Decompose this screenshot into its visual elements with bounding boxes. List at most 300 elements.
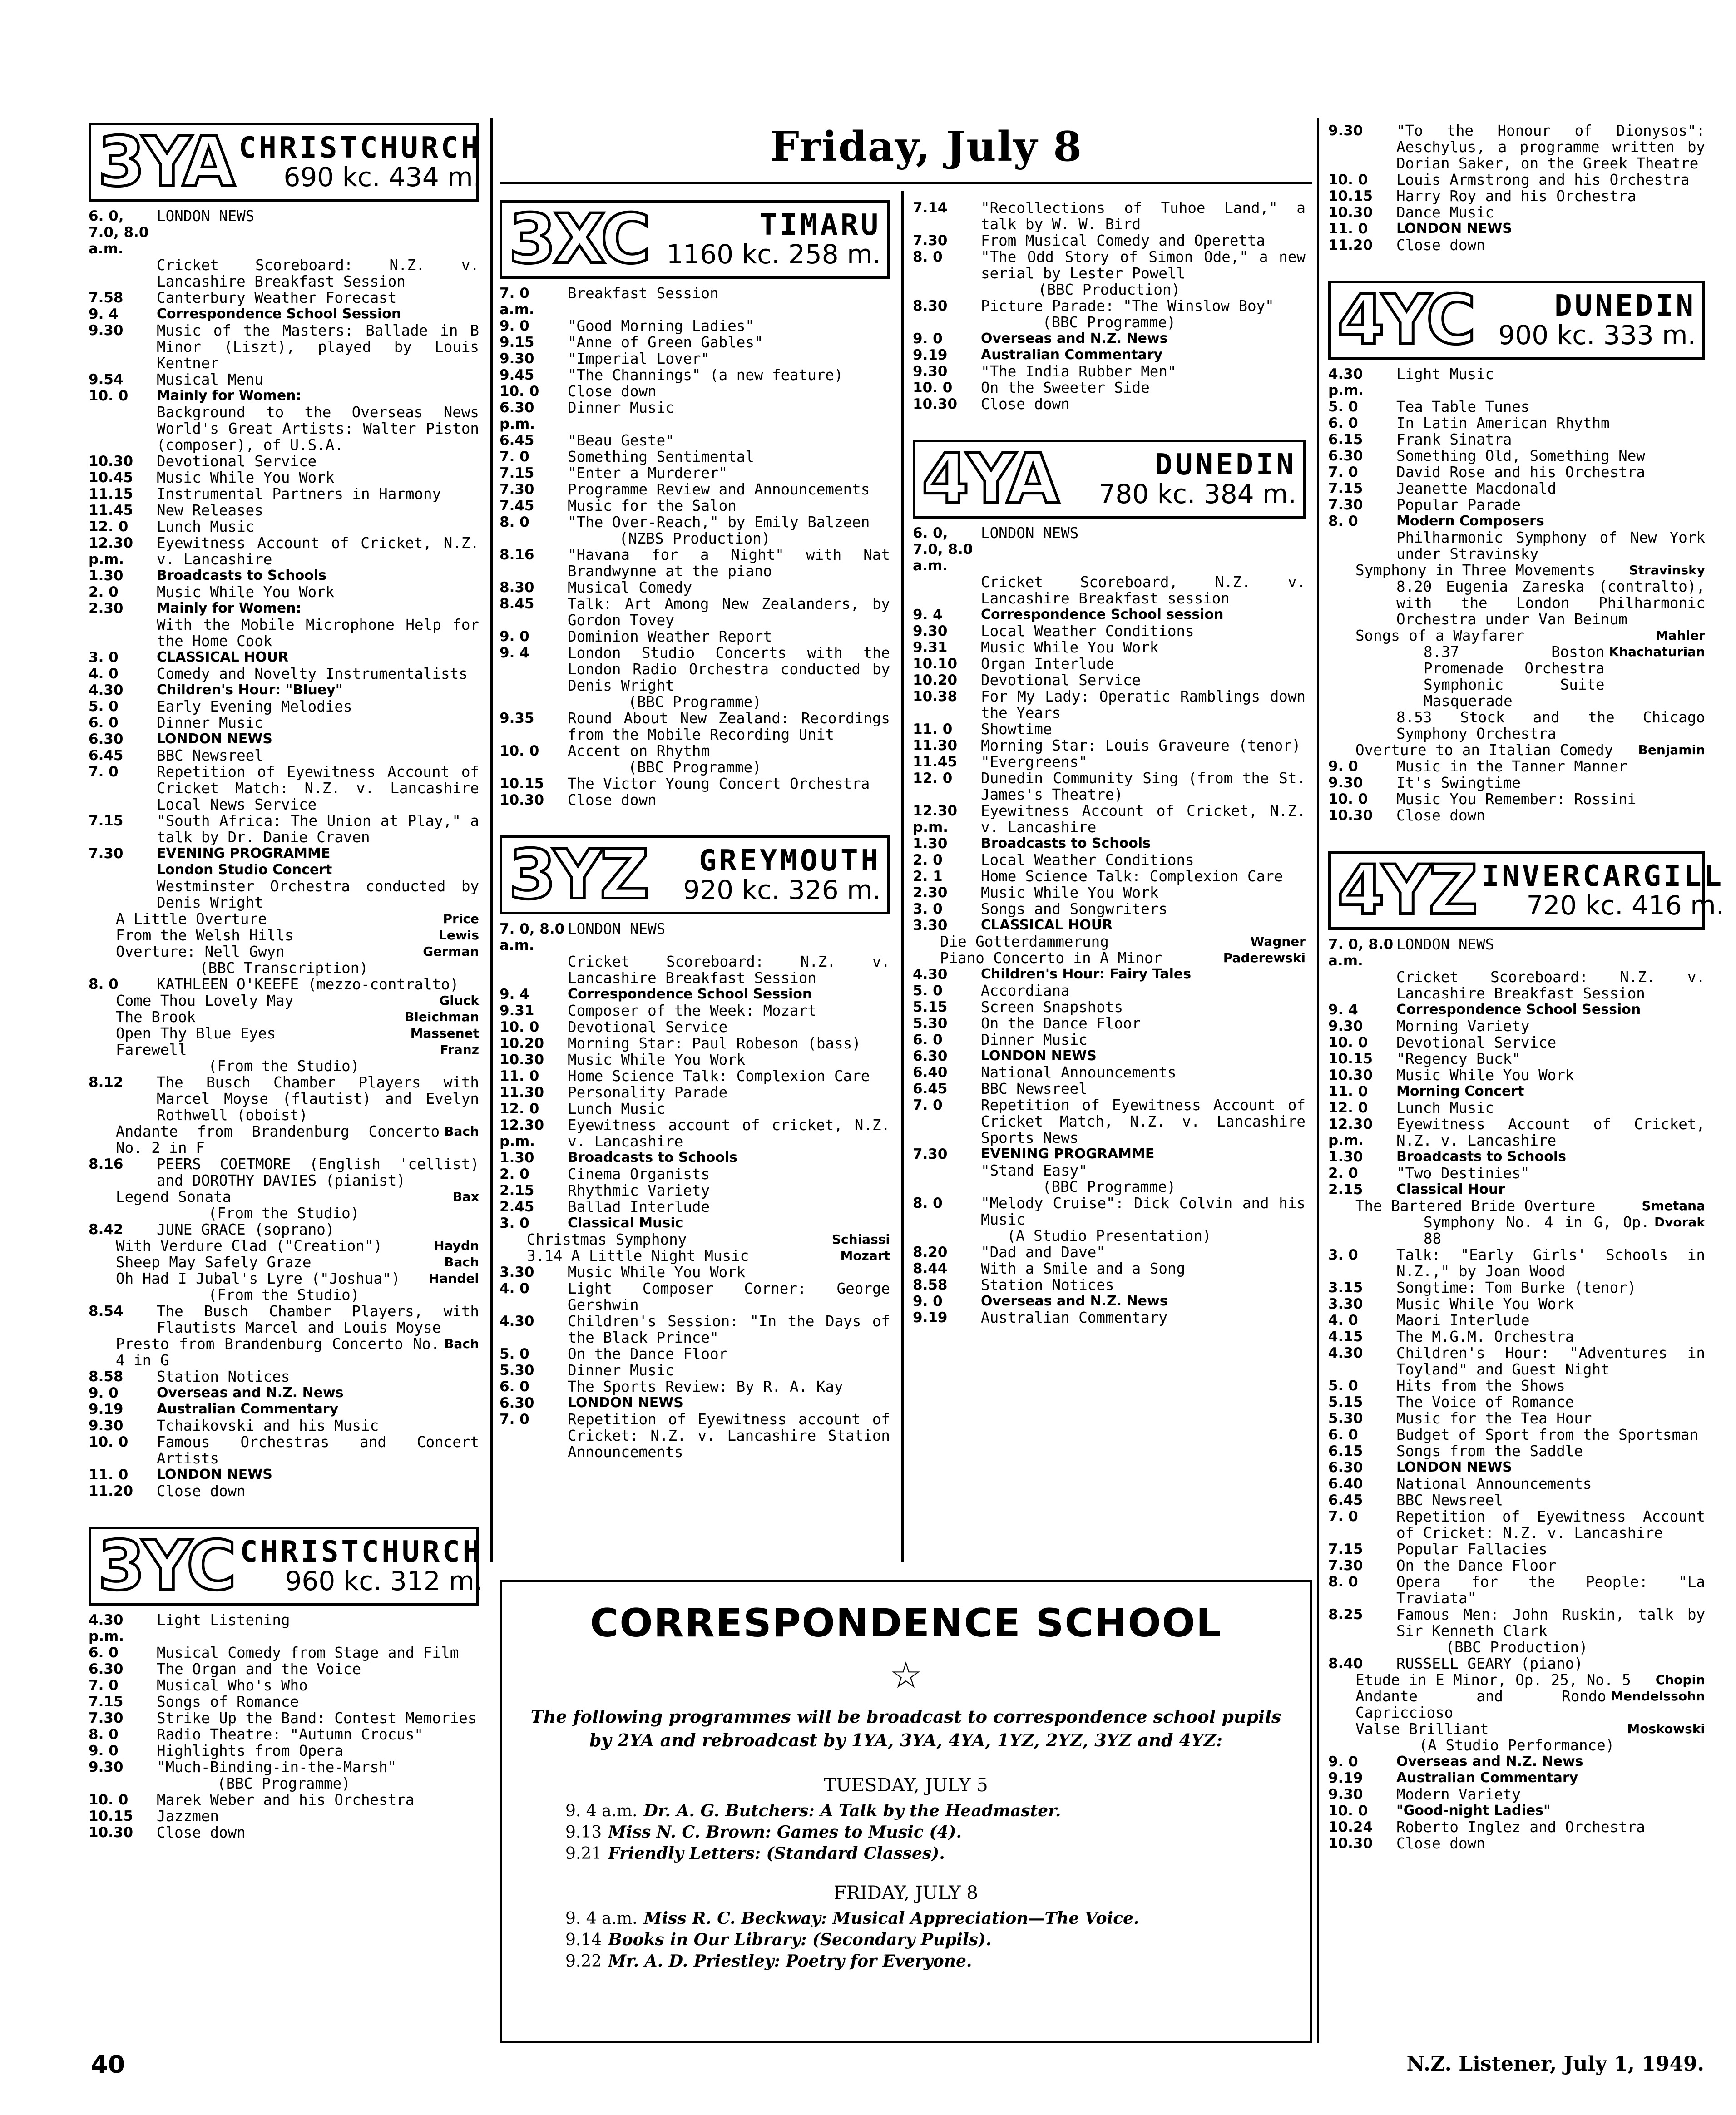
programme-time: 9.30 bbox=[1328, 123, 1363, 139]
programme-title: Valse Brilliant bbox=[1355, 1720, 1489, 1738]
programme-title: Dominion Weather Report bbox=[568, 628, 772, 645]
programme-title: Marek Weber and his Orchestra bbox=[157, 1791, 415, 1809]
programme-item bbox=[89, 813, 479, 845]
programme-title: Broadcasts to Schools bbox=[157, 568, 327, 583]
programme-time: 4.30 bbox=[500, 1313, 534, 1329]
programme-item bbox=[89, 1123, 479, 1156]
programme-title: Legend Sonata bbox=[116, 1188, 232, 1206]
programme-title: Philharmonic Symphony of New York under Stravinsky bbox=[1396, 529, 1705, 563]
programme-item bbox=[1328, 237, 1705, 253]
programme-title: Presto from Brandenburg Concerto No. 4 in G bbox=[116, 1335, 440, 1369]
programme-time: 10. 0 bbox=[89, 1792, 129, 1808]
programme-time: 10.30 bbox=[89, 453, 134, 469]
programme-time bbox=[89, 878, 157, 911]
programme-title: National Announcements bbox=[1396, 1475, 1592, 1492]
programme-item bbox=[500, 792, 890, 808]
programme-time: 7. 0, 8.0 a.m. bbox=[500, 921, 565, 954]
programme-title: Music While You Work bbox=[568, 1264, 746, 1281]
programme-time: 4. 0 bbox=[1328, 1312, 1358, 1329]
programme-title: Broadcasts to Schools bbox=[1396, 1149, 1567, 1165]
programme-item bbox=[500, 1182, 890, 1199]
programme-item bbox=[500, 1117, 890, 1150]
programme-time: 7.30 bbox=[1328, 1557, 1363, 1574]
programme-item bbox=[913, 1015, 1306, 1032]
programme-title: LONDON NEWS bbox=[981, 1048, 1097, 1064]
programme-title: (A Studio Presentation) bbox=[1007, 1227, 1212, 1245]
programme-time: 2.15 bbox=[500, 1182, 534, 1199]
programme-item bbox=[500, 334, 890, 351]
programme-item bbox=[89, 1694, 479, 1710]
programme-title: Open Thy Blue Eyes bbox=[116, 1025, 276, 1042]
programme-title: Dance Music bbox=[1396, 204, 1494, 221]
programme-item bbox=[1328, 1198, 1705, 1214]
programme-item bbox=[913, 1195, 1306, 1228]
programme-title: Songs of Romance bbox=[157, 1693, 299, 1710]
programme-title: On the Dance Floor bbox=[981, 1015, 1141, 1032]
programme-time: 10.30 bbox=[500, 792, 544, 808]
programme-time: 6.15 bbox=[1328, 1443, 1363, 1459]
programme-title: The Voice of Romance bbox=[1396, 1394, 1574, 1411]
programme-title: Correspondence School Session bbox=[157, 306, 401, 322]
programme-time: 5.15 bbox=[913, 999, 948, 1015]
programme-title: Classical Hour bbox=[1396, 1181, 1505, 1197]
programme-item bbox=[1328, 464, 1705, 480]
programme-item bbox=[1328, 1492, 1705, 1508]
programme-title: Organ Interlude bbox=[981, 655, 1114, 672]
column-3 bbox=[913, 200, 1306, 1353]
programme-item bbox=[1328, 123, 1705, 172]
programme-item bbox=[1328, 1508, 1705, 1541]
programme-title: RUSSELL GEARY (piano) bbox=[1396, 1655, 1583, 1672]
programme-time: 6.30 bbox=[89, 1661, 124, 1677]
box-title: CORRESPONDENCE SCHOOL bbox=[590, 1601, 1222, 1646]
programme-time: 11.20 bbox=[1328, 237, 1373, 253]
programme-time bbox=[1328, 969, 1396, 1002]
programme-item bbox=[500, 710, 890, 743]
programme-title: Overseas and N.Z. News bbox=[157, 1385, 344, 1401]
programme-time: 9.30 bbox=[913, 623, 948, 639]
station-frequency: 900 kc. 333 m. bbox=[1498, 320, 1696, 351]
programme-time: 7.15 bbox=[89, 1694, 124, 1710]
programme-title: Light Listening bbox=[157, 1611, 290, 1629]
programme-time: 2.30 bbox=[89, 600, 124, 617]
programme-time: 9.31 bbox=[913, 639, 948, 656]
programme-time: 12.30 p.m. bbox=[89, 535, 134, 568]
programme-time: 9. 4 bbox=[913, 607, 943, 623]
programme-title: Light Music bbox=[1396, 366, 1494, 383]
programme-item bbox=[500, 759, 890, 776]
programme-title: It's Swingtime bbox=[1396, 774, 1521, 791]
programme-time: 5. 0 bbox=[500, 1346, 529, 1362]
programme-title: Talk: Art Among New Zealanders, by Gordon Tovey bbox=[568, 595, 890, 629]
programme-time bbox=[1355, 644, 1424, 709]
programme-title: Strike Up the Band: Contest Memories bbox=[157, 1710, 477, 1727]
composer-name: Mahler bbox=[1655, 628, 1705, 643]
programme-item bbox=[89, 1221, 479, 1238]
programme-title: Musical Menu bbox=[157, 371, 263, 388]
programme-item bbox=[1328, 1165, 1705, 1181]
station-frequency: 690 kc. 434 m. bbox=[283, 162, 482, 193]
station-city: GREYMOUTH bbox=[699, 844, 881, 878]
programme-time: 9.19 bbox=[1328, 1770, 1363, 1786]
programme-time: 8.30 bbox=[500, 579, 534, 596]
programme-item bbox=[1328, 1410, 1705, 1427]
programme-time: 6. 0 bbox=[1328, 1427, 1358, 1443]
programme-title: Overture: Nell Gwyn bbox=[116, 943, 285, 960]
composer-name: Schiassi bbox=[831, 1232, 890, 1247]
programme-item bbox=[89, 1205, 479, 1221]
programme-time: 7.30 bbox=[1328, 497, 1363, 513]
programme-time: 10.15 bbox=[89, 1808, 134, 1824]
programme-item bbox=[500, 645, 890, 694]
programme-time: 11. 0 bbox=[913, 721, 953, 737]
programme-item bbox=[1328, 742, 1705, 758]
programme-item bbox=[500, 1035, 890, 1052]
programme-item bbox=[89, 469, 479, 486]
programme-item bbox=[89, 371, 479, 388]
station-4yz bbox=[1328, 851, 1725, 1852]
programme-time: 7. 0 bbox=[500, 449, 529, 465]
programme-time: 4.30 p.m. bbox=[1328, 366, 1364, 399]
programme-item bbox=[500, 481, 890, 498]
programme-title: Etude in E Minor, Op. 25, No. 5 bbox=[1355, 1671, 1631, 1689]
programme-time: 7.14 bbox=[913, 200, 948, 216]
programme-item bbox=[1328, 969, 1705, 1002]
programme-item bbox=[500, 383, 890, 400]
programme-item bbox=[500, 743, 890, 759]
programme-time: 5. 0 bbox=[1328, 1378, 1358, 1394]
programme-item bbox=[89, 519, 479, 535]
programme-title: EVENING PROGRAMME bbox=[157, 845, 331, 861]
programme-item bbox=[89, 927, 479, 944]
programme-item bbox=[913, 868, 1306, 885]
programme-time bbox=[89, 257, 157, 290]
programme-item bbox=[500, 1362, 890, 1379]
programme-title: 8.37 Boston Promenade Orchestra Symphonic Suite Masquerade bbox=[1424, 643, 1605, 710]
programme-item bbox=[500, 954, 890, 986]
programme-item bbox=[500, 1003, 890, 1019]
programme-time: 10.30 bbox=[89, 1824, 134, 1841]
programme-title: Repetition of Eyewitness Account of Cricket Match, N.Z. v. Lancashire Sports News bbox=[981, 1097, 1306, 1146]
programme-time: 5.30 bbox=[500, 1362, 534, 1379]
page-title: Friday, July 8 bbox=[770, 123, 1083, 171]
programme-item bbox=[500, 449, 890, 465]
programme-title: Westminster Orchestra conducted by Denis Wright bbox=[157, 878, 479, 911]
programme-time bbox=[913, 1162, 981, 1179]
programme-time: 9.15 bbox=[500, 334, 534, 351]
programme-time: 7.30 bbox=[913, 232, 948, 249]
programme-time: 1.30 bbox=[500, 1150, 534, 1166]
programme-item bbox=[1328, 188, 1705, 204]
programme-title: Devotional Service bbox=[157, 453, 317, 470]
programme-title: "Dad and Dave" bbox=[981, 1244, 1105, 1261]
programme-time: 8.42 bbox=[89, 1221, 124, 1238]
station-frequency: 780 kc. 384 m. bbox=[1098, 479, 1296, 509]
programme-item bbox=[89, 698, 479, 715]
programme-time: 5. 0 bbox=[913, 983, 943, 999]
programme-title: BBC Newsreel bbox=[157, 747, 263, 764]
programme-title: Music While You Work bbox=[568, 1051, 746, 1068]
programme-title: Morning Variety bbox=[1396, 1018, 1530, 1035]
programme-time: 3.30 bbox=[1328, 1296, 1363, 1312]
programme-title: Picture Parade: "The Winslow Boy" bbox=[981, 297, 1274, 315]
programme-title: Music You Remember: Rossini bbox=[1396, 791, 1637, 808]
station-call-sign: 4YC bbox=[1337, 281, 1474, 360]
programme-item bbox=[89, 1156, 479, 1189]
programme-item bbox=[500, 530, 890, 547]
programme-time: 2. 0 bbox=[913, 852, 943, 868]
programme-list bbox=[913, 525, 1306, 1326]
programme-time: 12. 0 bbox=[1328, 1100, 1368, 1116]
programme-time: 7.30 bbox=[913, 1146, 948, 1162]
station-3ya bbox=[89, 123, 482, 1500]
programme-item bbox=[89, 584, 479, 600]
programme-item bbox=[913, 966, 1306, 983]
programme-time: 7.30 bbox=[89, 845, 124, 862]
programme-title: Devotional Service bbox=[981, 672, 1141, 689]
programme-item bbox=[1328, 1819, 1705, 1835]
programme-title: "South Africa: The Union at Play," a talk by Dr. Danie Craven bbox=[157, 812, 479, 846]
station-3yc bbox=[89, 1527, 483, 1841]
programme-item bbox=[1328, 791, 1705, 807]
programme-time: 7. 0 bbox=[500, 1411, 529, 1428]
programme-title: "Imperial Lover" bbox=[568, 350, 710, 367]
programme-time: 9.45 bbox=[500, 367, 534, 383]
programme-title: Mr. A. D. Priestley: Poetry for Everyone. bbox=[608, 1952, 972, 1971]
programme-item bbox=[1328, 1459, 1705, 1476]
programme-title: Eyewitness Account of Cricket, N.Z. v. Lancashire bbox=[1396, 1116, 1705, 1149]
programme-title: Tchaikovski and his Music bbox=[157, 1417, 379, 1434]
programme-item bbox=[913, 380, 1306, 396]
composer-name: Paderewski bbox=[1223, 950, 1306, 965]
programme-title: The Bartered Bride Overture bbox=[1355, 1197, 1596, 1215]
programme-item bbox=[500, 921, 890, 954]
station-city: DUNEDIN bbox=[1554, 289, 1696, 323]
programme-time: 9.30 bbox=[1328, 1018, 1363, 1034]
programme-title: Musical Comedy from Stage and Film bbox=[157, 1644, 459, 1661]
column-4 bbox=[1328, 122, 1725, 1879]
programme-item bbox=[913, 999, 1306, 1015]
programme-title: Screen Snapshots bbox=[981, 998, 1123, 1016]
programme-title: Christmas Symphony bbox=[527, 1231, 687, 1248]
programme-item bbox=[89, 404, 479, 453]
programme-time: 6.30 bbox=[913, 1048, 948, 1064]
programme-title: Dinner Music bbox=[568, 1362, 674, 1379]
programme-item bbox=[89, 1710, 479, 1726]
programme-time: 10.10 bbox=[913, 656, 958, 672]
programme-item bbox=[500, 285, 890, 318]
programme-time: 9.19 bbox=[89, 1401, 124, 1418]
programme-time: 8.16 bbox=[500, 547, 534, 563]
programme-title: BBC Newsreel bbox=[981, 1080, 1088, 1097]
programme-time: 9. 0 bbox=[89, 1743, 119, 1759]
programme-title: Something Sentimental bbox=[568, 448, 754, 465]
programme-item bbox=[89, 1385, 479, 1401]
programme-time: 12. 0 bbox=[500, 1101, 539, 1117]
programme-item bbox=[89, 388, 479, 404]
programme-item bbox=[89, 1759, 479, 1775]
programme-item bbox=[913, 1162, 1306, 1179]
programme-item bbox=[913, 1048, 1306, 1064]
programme-time: 4.15 bbox=[1328, 1329, 1363, 1345]
programme-time: 6.30 bbox=[1328, 1459, 1363, 1476]
programme-title: Miss N. C. Brown: Games to Music (4). bbox=[608, 1823, 962, 1842]
programme-item bbox=[89, 1726, 479, 1743]
programme-time: 9.30 bbox=[913, 363, 948, 380]
programme-item bbox=[1328, 1378, 1705, 1394]
programme-item bbox=[1328, 1737, 1705, 1754]
programme-time: 10.30 bbox=[500, 1052, 544, 1068]
programme-title: "Havana for a Night" with Nat Brandwynne at the piano bbox=[568, 546, 890, 580]
programme-item bbox=[1328, 1280, 1705, 1296]
programme-item bbox=[500, 1052, 890, 1068]
programme-title: Comedy and Novelty Instrumentalists bbox=[157, 665, 468, 682]
programme-title: Correspondence School Session bbox=[568, 986, 812, 1002]
programme-item bbox=[89, 1058, 479, 1074]
programme-title: Children's Hour: "Bluey" bbox=[157, 682, 343, 698]
programme-title: KATHLEEN O'KEEFE (mezzo-contralto) bbox=[157, 976, 459, 993]
programme-item bbox=[500, 1019, 890, 1035]
programme-list bbox=[913, 200, 1306, 412]
programme-item bbox=[89, 290, 479, 306]
programme-title: Broadcasts to Schools bbox=[568, 1150, 738, 1166]
programme-item bbox=[89, 1824, 479, 1841]
station-city: CHRISTCHURCH bbox=[240, 1535, 483, 1569]
programme-item bbox=[1328, 431, 1705, 448]
programme-item bbox=[1328, 1083, 1705, 1100]
programme-item bbox=[913, 688, 1306, 721]
programme-item bbox=[913, 1097, 1306, 1146]
programme-title: Overseas and N.Z. News bbox=[981, 1293, 1168, 1309]
programme-title: "Good Morning Ladies" bbox=[568, 317, 754, 335]
programme-title: Children's Hour: Fairy Tales bbox=[981, 966, 1192, 982]
station-city: INVERCARGILL bbox=[1481, 860, 1725, 893]
publication-footer: N.Z. Listener, July 1, 1949. bbox=[1406, 2052, 1704, 2075]
programme-item bbox=[500, 318, 890, 334]
programme-time: 4.30 bbox=[913, 966, 948, 983]
programme-item bbox=[89, 1270, 479, 1287]
composer-name: Handel bbox=[429, 1271, 479, 1286]
programme-title: Music While You Work bbox=[1396, 1067, 1574, 1084]
programme-item bbox=[913, 331, 1306, 347]
programme-title: On the Dance Floor bbox=[568, 1345, 728, 1363]
programme-title: Lunch Music bbox=[157, 518, 255, 535]
programme-time: 8. 0 bbox=[1328, 513, 1358, 529]
programme-item bbox=[89, 944, 479, 960]
programme-item bbox=[89, 1661, 479, 1677]
composer-name: Moskowski bbox=[1627, 1721, 1705, 1736]
programme-time: 12. 0 bbox=[913, 770, 953, 786]
programme-title: EVENING PROGRAMME bbox=[981, 1146, 1155, 1162]
programme-title: Musical Who's Who bbox=[157, 1677, 308, 1694]
station-frequency: 960 kc. 312 m. bbox=[285, 1566, 483, 1596]
programme-item bbox=[913, 1146, 1306, 1162]
programme-time: 9. 0 bbox=[89, 1385, 119, 1401]
programme-item bbox=[500, 776, 890, 792]
station-logo bbox=[1328, 281, 1705, 360]
programme-title: "Beau Geste" bbox=[568, 432, 674, 449]
programme-time: 10.24 bbox=[1328, 1819, 1373, 1835]
composer-name: Stravinsky bbox=[1629, 563, 1705, 578]
programme-title: Music While You Work bbox=[157, 469, 335, 486]
programme-item bbox=[500, 1379, 890, 1395]
station-city: TIMARU bbox=[759, 208, 881, 242]
programme-item bbox=[529, 1929, 1283, 1951]
programme-item bbox=[913, 672, 1306, 688]
programme-time: 9.21 bbox=[565, 1844, 602, 1863]
station-logo bbox=[500, 835, 890, 914]
programme-item bbox=[1328, 807, 1705, 824]
programme-time: 6. 0 bbox=[500, 1379, 529, 1395]
programme-title: Overture to an Italian Comedy bbox=[1355, 741, 1613, 759]
page-number: 40 bbox=[91, 2050, 125, 2079]
programme-title: Louis Armstrong and his Orchestra bbox=[1396, 171, 1690, 188]
programme-time: 7.15 bbox=[500, 465, 534, 481]
station-city: CHRISTCHURCH bbox=[238, 131, 482, 165]
programme-item bbox=[1328, 758, 1705, 775]
programme-item bbox=[913, 835, 1306, 852]
programme-item bbox=[500, 432, 890, 449]
programme-item bbox=[913, 885, 1306, 901]
programme-title: Songtime: Tom Burke (tenor) bbox=[1396, 1279, 1637, 1296]
programme-title: Highlights from Opera bbox=[157, 1742, 343, 1759]
programme-time: 2. 0 bbox=[89, 584, 119, 600]
programme-title: Breakfast Session bbox=[568, 285, 719, 302]
programme-item bbox=[500, 351, 890, 367]
programme-title: The Victor Young Concert Orchestra bbox=[568, 775, 870, 792]
programme-time: 2. 0 bbox=[1328, 1165, 1358, 1181]
programme-item bbox=[89, 682, 479, 698]
column-2 bbox=[500, 200, 890, 1487]
programme-time: 5.15 bbox=[1328, 1394, 1363, 1410]
programme-time: 9.30 bbox=[500, 351, 534, 367]
programme-time: 2.45 bbox=[500, 1199, 534, 1215]
programme-item bbox=[89, 747, 479, 764]
programme-title: "Stand Easy" bbox=[981, 1162, 1088, 1179]
programme-item bbox=[1328, 578, 1705, 628]
programme-title: "Recollections of Tuhoe Land," a talk by W. W. Bird bbox=[981, 199, 1306, 233]
programme-time: 10.30 bbox=[913, 396, 958, 412]
programme-time: 4.30 p.m. bbox=[89, 1612, 124, 1645]
programme-item bbox=[1328, 1312, 1705, 1329]
programme-title: Early Evening Melodies bbox=[157, 698, 352, 715]
day-heading: FRIDAY, JULY 8 bbox=[833, 1883, 978, 1903]
programme-title: The Organ and the Voice bbox=[157, 1660, 361, 1678]
programme-list bbox=[89, 1612, 479, 1841]
programme-title: Eyewitness Account of Cricket, N.Z. v. Lancashire bbox=[157, 534, 479, 568]
programme-time: 9. 4 bbox=[500, 986, 529, 1003]
programme-item bbox=[89, 1612, 479, 1645]
programme-title: Close down bbox=[1396, 807, 1485, 824]
programme-title: (BBC Programme) bbox=[217, 1775, 351, 1792]
programme-time: 3. 0 bbox=[1328, 1247, 1358, 1263]
programme-title: Songs from the Saddle bbox=[1396, 1443, 1583, 1460]
programme-item bbox=[1328, 1051, 1705, 1067]
programme-time: 9. 0 bbox=[913, 1293, 943, 1310]
programme-item bbox=[500, 547, 890, 579]
programme-item bbox=[1328, 644, 1705, 709]
programme-title: On the Sweeter Side bbox=[981, 379, 1150, 396]
station-frequency: 720 kc. 416 m. bbox=[1526, 890, 1725, 921]
programme-item bbox=[1328, 1067, 1705, 1083]
programme-title: BBC Newsreel bbox=[1396, 1492, 1503, 1509]
programme-time: 6.30 bbox=[89, 731, 124, 747]
programme-time: 7.30 bbox=[500, 481, 534, 498]
programme-item bbox=[500, 1068, 890, 1084]
programme-item bbox=[913, 347, 1306, 363]
programme-time: 4.30 bbox=[89, 682, 124, 698]
programme-title: Close down bbox=[1396, 1835, 1485, 1852]
